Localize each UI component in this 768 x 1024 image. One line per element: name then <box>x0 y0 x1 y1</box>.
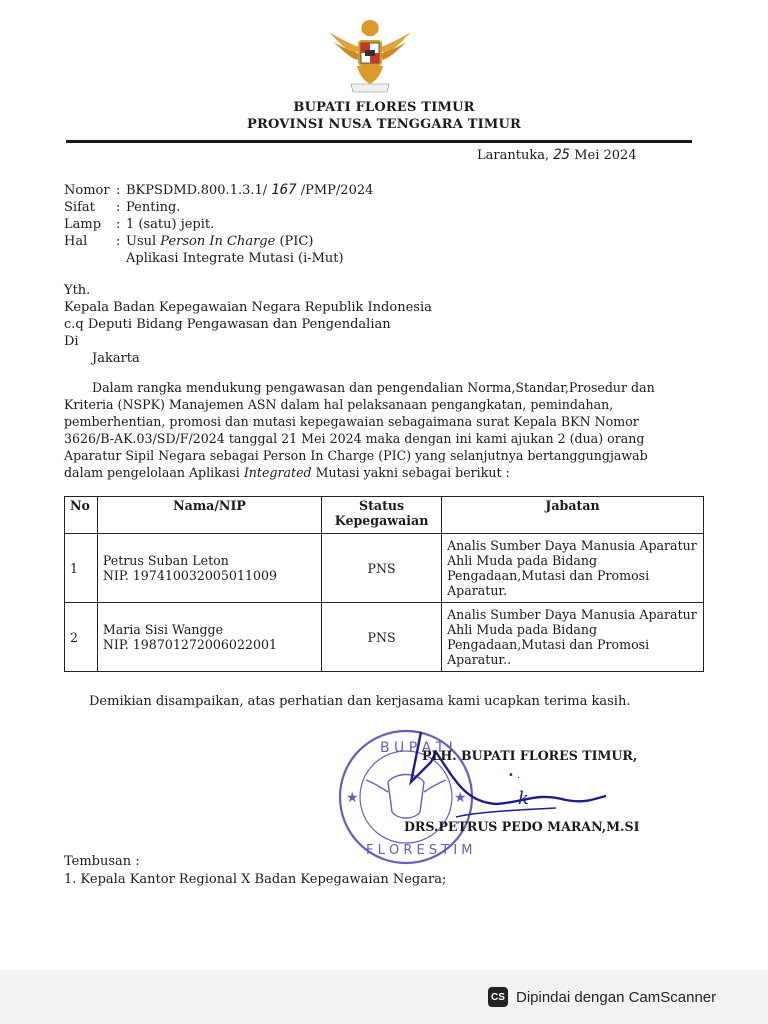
svg-text:• .: • . <box>508 770 521 781</box>
svg-text:★: ★ <box>346 790 359 806</box>
camscanner-watermark <box>488 987 716 1007</box>
date-day-handwritten: 25 <box>553 147 571 163</box>
letter-date <box>477 147 637 163</box>
body-paragraph: Dalam rangka mendukung pengawasan dan pengendalian Norma,Standar,Prosedur dan Kriteria (NSPK) Manajemen ASN dalam hal pelaksanaan pengangkatan, pemindahan, pemberhentian, promosi dan mutasi kepegawaian sebagaimana surat Kepala BKN Nomor 3626/B-AK.03/SD/F/2024 tanggal 21 Mei 2024 maka dengan ini kami ajukan 2 (dua) orang Aparatur Sipil Negara sebagai Person In Charge (PIC) yang selanjutnya bertanggungjawab dalam pengelolaan Aplikasi Integrated Mutasi yakni sebagai berikut : <box>64 380 655 480</box>
tembusan-label: Tembusan : <box>64 854 140 869</box>
svg-text:★: ★ <box>454 790 467 806</box>
nomor-handwritten: 167 <box>271 182 297 198</box>
svg-text:B U P A T I: B U P A T I <box>380 740 453 756</box>
header-status: Status Kepegawaian <box>322 497 442 534</box>
camscanner-logo-icon: CS <box>488 987 508 1007</box>
table-row: 1 Petrus Suban Leton NIP. 197410032005011009 PNS Analis Sumber Daya Manusia Aparatur Ahli Muda pada Bidang Pengadaan,Mutasi dan Promosi Aparatur. <box>65 534 704 603</box>
svg-text:k: k <box>518 788 529 809</box>
letterhead-divider <box>66 140 692 143</box>
letter-meta <box>64 182 373 267</box>
pic-table <box>64 496 704 672</box>
signatory-name: DRS.PETRUS PEDO MARAN,M.SI <box>404 819 640 834</box>
letterhead-line2: PROVINSI NUSA TENGGARA TIMUR <box>247 117 521 132</box>
table-row: 2 Maria Sisi Wangge NIP. 198701272006022001 PNS Analis Sumber Daya Manusia Aparatur Ahli Muda pada Bidang Pengadaan,Mutasi dan Promosi Aparatur.. <box>65 603 704 672</box>
meta-hal: Hal : Usul Person In Charge (PIC) <box>64 234 314 249</box>
meta-sifat: Sifat : Penting. <box>64 200 181 215</box>
tembusan <box>64 853 446 889</box>
date-month-year: Mei 2024 <box>574 148 637 163</box>
signatory-title: PLH. BUPATI FLORES TIMUR, <box>422 748 638 763</box>
camscanner-text: Dipindai dengan CamScanner <box>516 988 717 1006</box>
recipient-address: Yth. Kepala Badan Kepegawaian Negara Republik Indonesia c.q Deputi Bidang Pengawasan dan Pengendalian Di Jakarta <box>64 283 432 366</box>
tembusan-item: 1. Kepala Kantor Regional X Badan Kepegawaian Negara; <box>64 872 447 887</box>
header-name: Nama/NIP <box>97 497 321 534</box>
garuda-emblem-icon <box>327 14 413 96</box>
closing-sentence: Demikian disampaikan, atas perhatian dan kerjasama kami ucapkan terima kasih. <box>89 694 631 709</box>
date-place: Larantuka, <box>477 148 550 163</box>
meta-nomor: Nomor : BKPSDMD.800.1.3.1/ 167 /PMP/2024 <box>64 182 374 198</box>
svg-text:F L O R E S T I M: F L O R E S T I M <box>366 843 473 858</box>
meta-lamp: Lamp : 1 (satu) jepit. <box>64 217 215 232</box>
official-stamp-icon <box>336 722 636 872</box>
header-no: No <box>65 497 98 534</box>
table-header-row <box>65 497 704 534</box>
meta-hal-line2: Aplikasi Integrate Mutasi (i-Mut) <box>126 251 344 266</box>
header-jabatan: Jabatan <box>442 497 704 534</box>
letterhead-line1: BUPATI FLORES TIMUR <box>293 100 475 115</box>
